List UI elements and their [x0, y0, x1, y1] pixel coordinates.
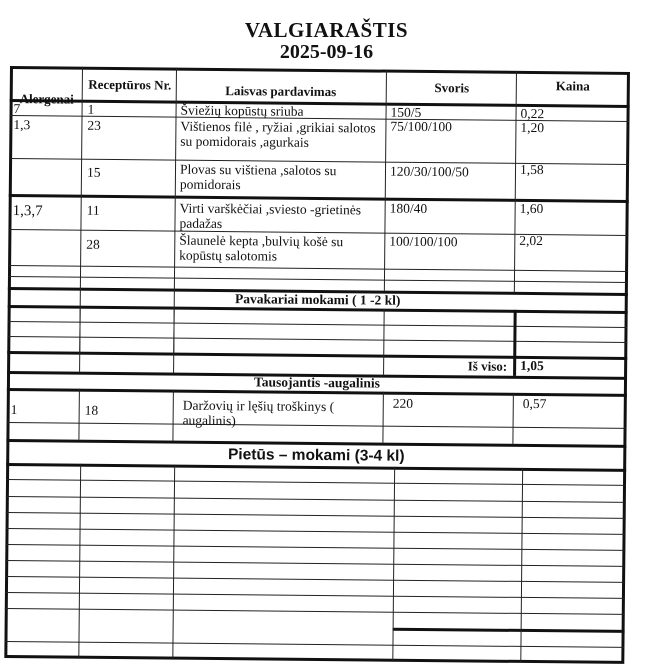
- row-3-weight: 120/30/100/50: [389, 163, 469, 180]
- row-4-allergens: 1,3,7: [12, 203, 43, 220]
- col-header-weight: Svoris: [434, 80, 470, 96]
- row-4-recipe: 11: [86, 202, 100, 218]
- row-3-name: Plovas su vištiena ,salotos su pomidorais: [179, 161, 337, 193]
- row-1-price: 0,22: [520, 105, 545, 122]
- row-4-weight: 180/40: [389, 200, 428, 217]
- vegan-row-recipe: 18: [84, 402, 99, 418]
- vegan-row-weight: 220: [392, 395, 414, 411]
- row-5-price: 2,02: [519, 232, 544, 249]
- row-2-allergens: 1,3: [13, 117, 31, 133]
- total-label: Iš viso:: [467, 358, 508, 374]
- menu-date: 2025-09-16: [279, 41, 374, 63]
- row-1-name: Šviežių kopūstų sriuba: [180, 102, 304, 119]
- row-5-weight: 100/100/100: [389, 233, 458, 250]
- row-3-price: 1,58: [519, 161, 544, 178]
- col-header-item: Laisvas pardavimas: [225, 83, 337, 100]
- row-1-weight: 150/5: [390, 104, 422, 120]
- section-vegan-title: Tausojantis -augalinis: [253, 374, 381, 391]
- row-2-weight: 75/100/100: [390, 118, 453, 135]
- row-1-allergens: 7: [13, 101, 21, 117]
- section-snacks-title: Pavakariai mokami ( 1 -2 kl): [235, 291, 401, 308]
- row-4-name: Virti varškėčiai ,sviesto -grietinės padažas: [179, 200, 362, 232]
- col-divider: [513, 310, 517, 376]
- row-2-recipe: 23: [87, 117, 102, 133]
- vegan-row-name: Daržovių ir lęšių troškinys ( augalinis): [182, 397, 335, 429]
- row-5-recipe: 28: [86, 236, 100, 252]
- vegan-row-allergens: 1: [10, 402, 18, 418]
- row-2-name: Vištienos filė , ryžiai ,grikiai salotos su pomidorais ,agurkais: [180, 118, 376, 150]
- row-3-recipe: 15: [86, 164, 101, 180]
- menu-table: [4, 66, 630, 664]
- vegan-row-price: 0,57: [522, 395, 547, 412]
- col-header-allergens: Alergenai: [19, 91, 74, 107]
- row-5-name: Šlaunelė kepta ,bulvių košė su kopūstų salotomis: [179, 232, 344, 264]
- row-2-price: 1,20: [520, 119, 545, 136]
- row-4-price: 1,60: [519, 200, 544, 217]
- total-value: 1,05: [520, 357, 544, 374]
- section-lunch-title: Pietūs – mokami (3-4 kl): [227, 446, 405, 465]
- col-header-price: Kaina: [555, 78, 590, 94]
- row-1-recipe: 1: [87, 101, 95, 117]
- col-header-recipe: Receptūros Nr.: [88, 76, 172, 93]
- menu-title: VALGIARAŠTIS: [244, 18, 409, 42]
